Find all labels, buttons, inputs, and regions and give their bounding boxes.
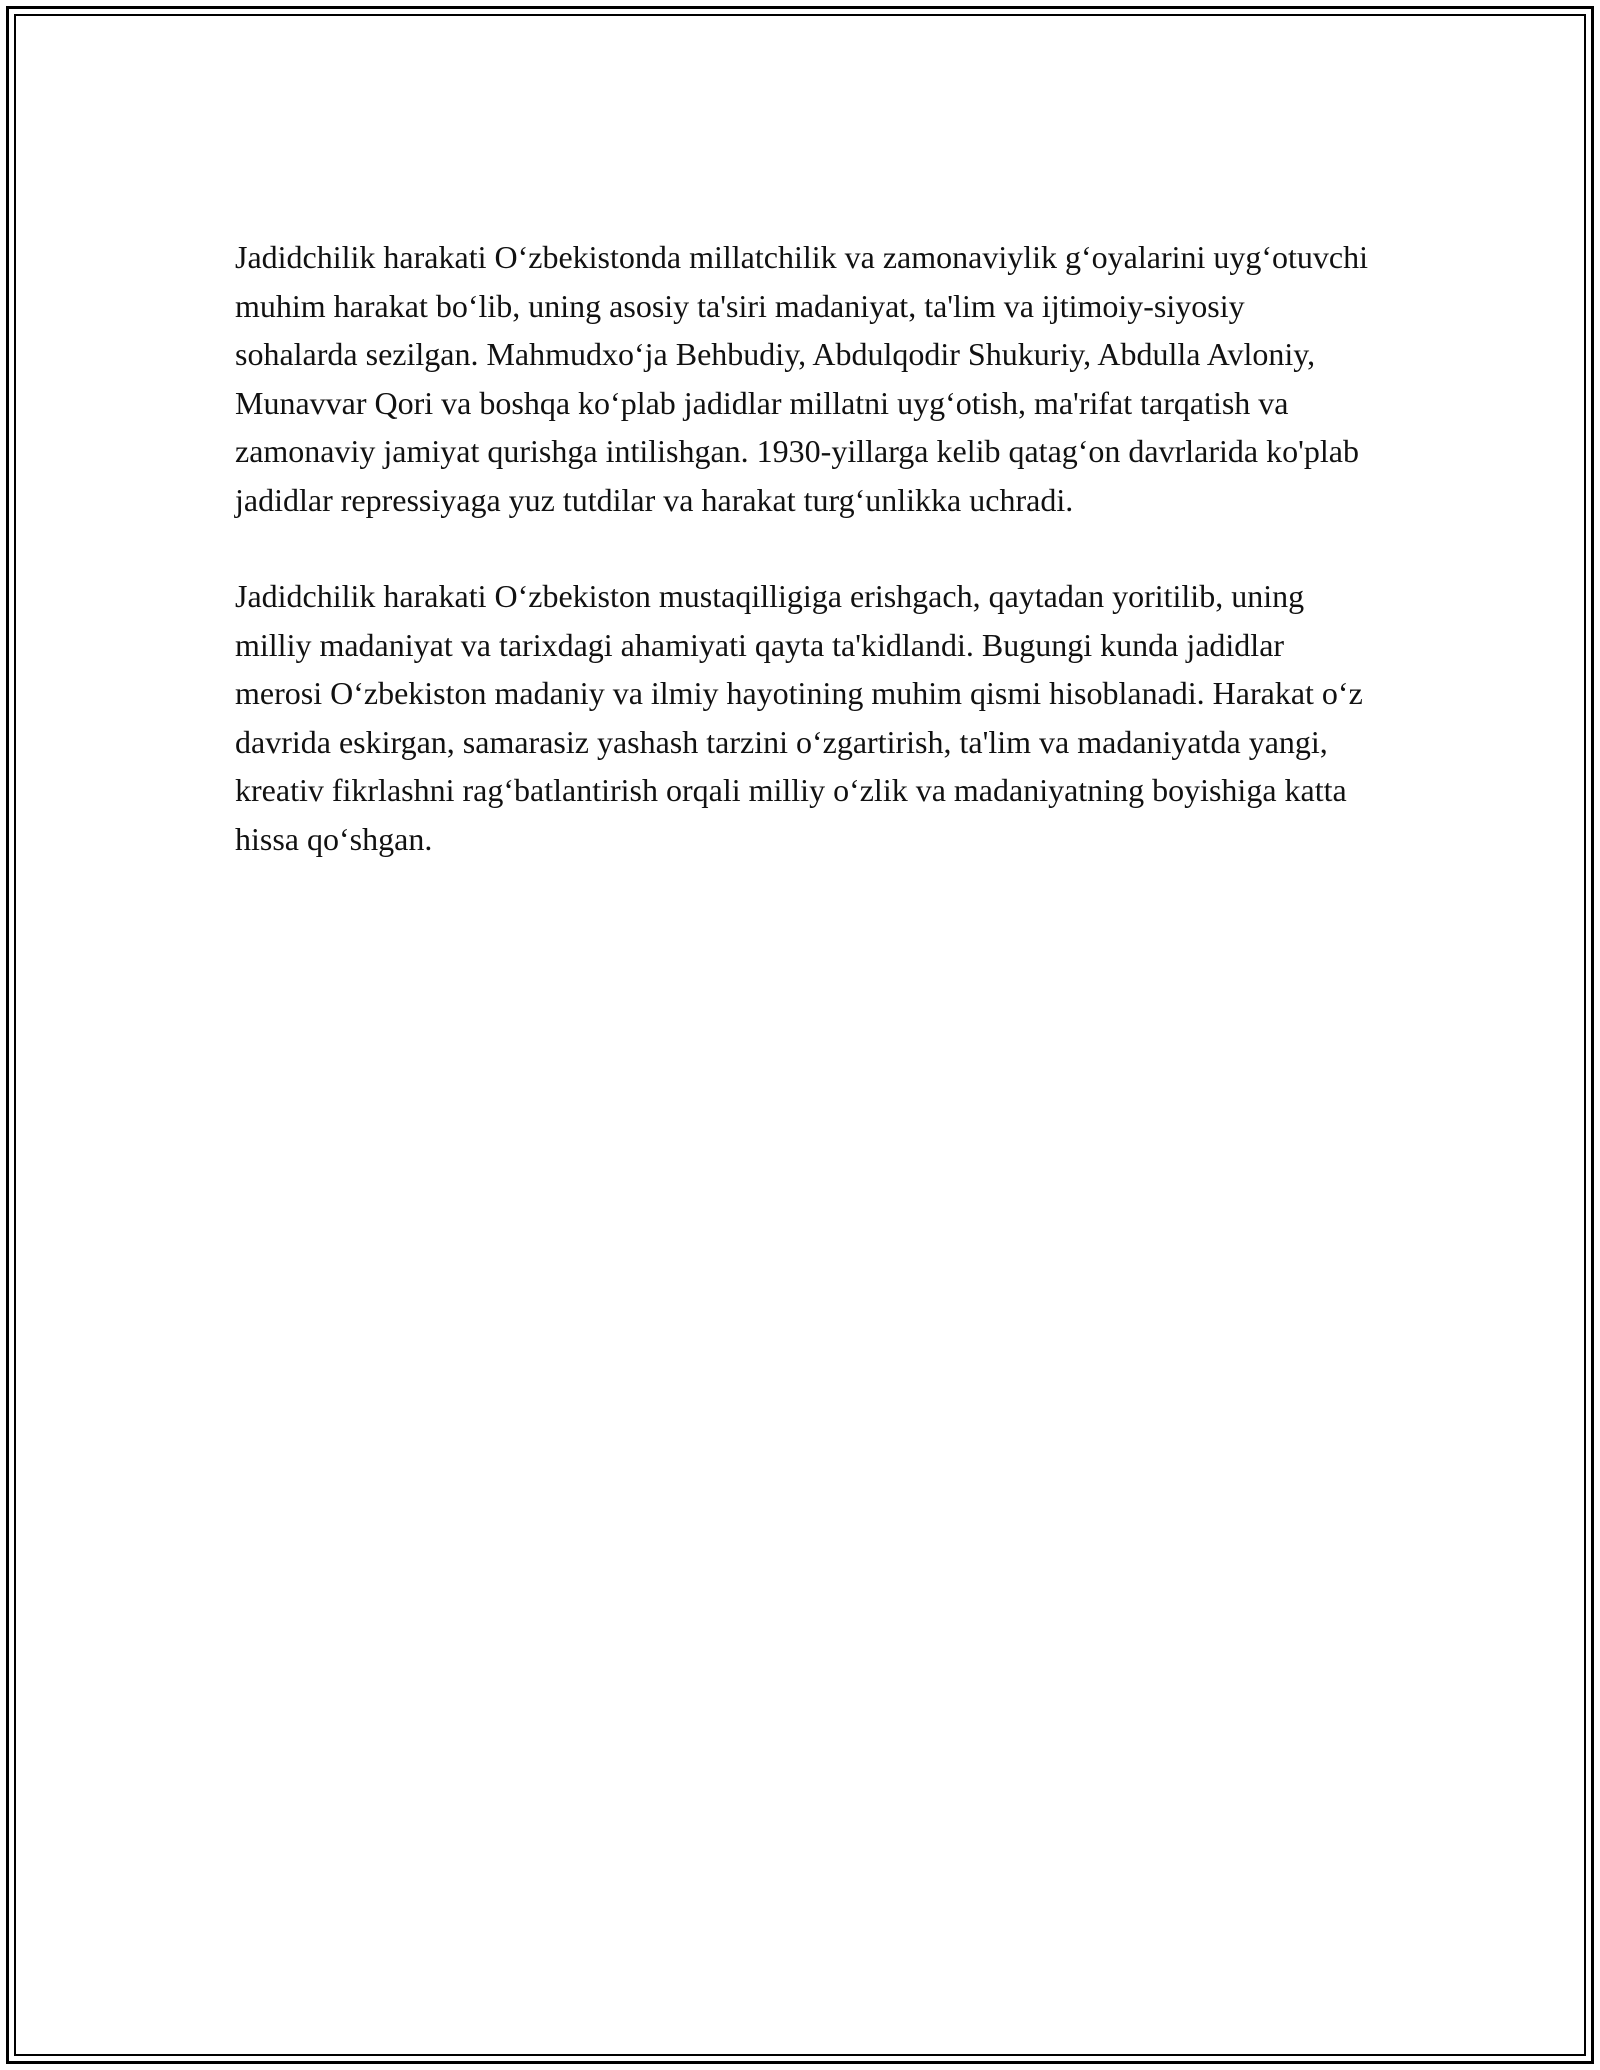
paragraph-2: Jadidchilik harakati O‘zbekiston mustaqilligiga erishgach, qaytadan yoritilib, uning milliy madaniyat va tarixdagi ahamiyati qayta ta'kidlandi. Bugungi kunda jadidlar merosi O‘zbekiston madaniy va ilmiy hayotining muhim qismi hisoblanadi. Harakat o‘z davrida eskirgan, samarasiz yashash tarzini o‘zgartirish, ta'lim va madaniyatda yangi, kreativ fikrlashni rag‘batlantirish orqali milliy o‘zlik va madaniyatning boyishiga katta hissa qo‘shgan. <box>235 578 1363 857</box>
document-body <box>235 233 1375 911</box>
paragraph-1: Jadidchilik harakati O‘zbekistonda millatchilik va zamonaviylik g‘oyalarini uyg‘otuvchi muhim harakat bo‘lib, uning asosiy ta'siri madaniyat, ta'lim va ijtimoiy-siyosiy sohalarda sezilgan. Mahmudxo‘ja Behbudiy, Abdulqodir Shukuriy, Abdulla Avloniy, Munavvar Qori va boshqa ko‘plab jadidlar millatni uyg‘otish, ma'rifat tarqatish va zamonaviy jamiyat qurishga intilishgan. 1930-yillarga kelib qatag‘on davrlarida ko'plab jadidlar repressiyaga yuz tutdilar va harakat turg‘unlikka uchradi. <box>235 239 1369 518</box>
